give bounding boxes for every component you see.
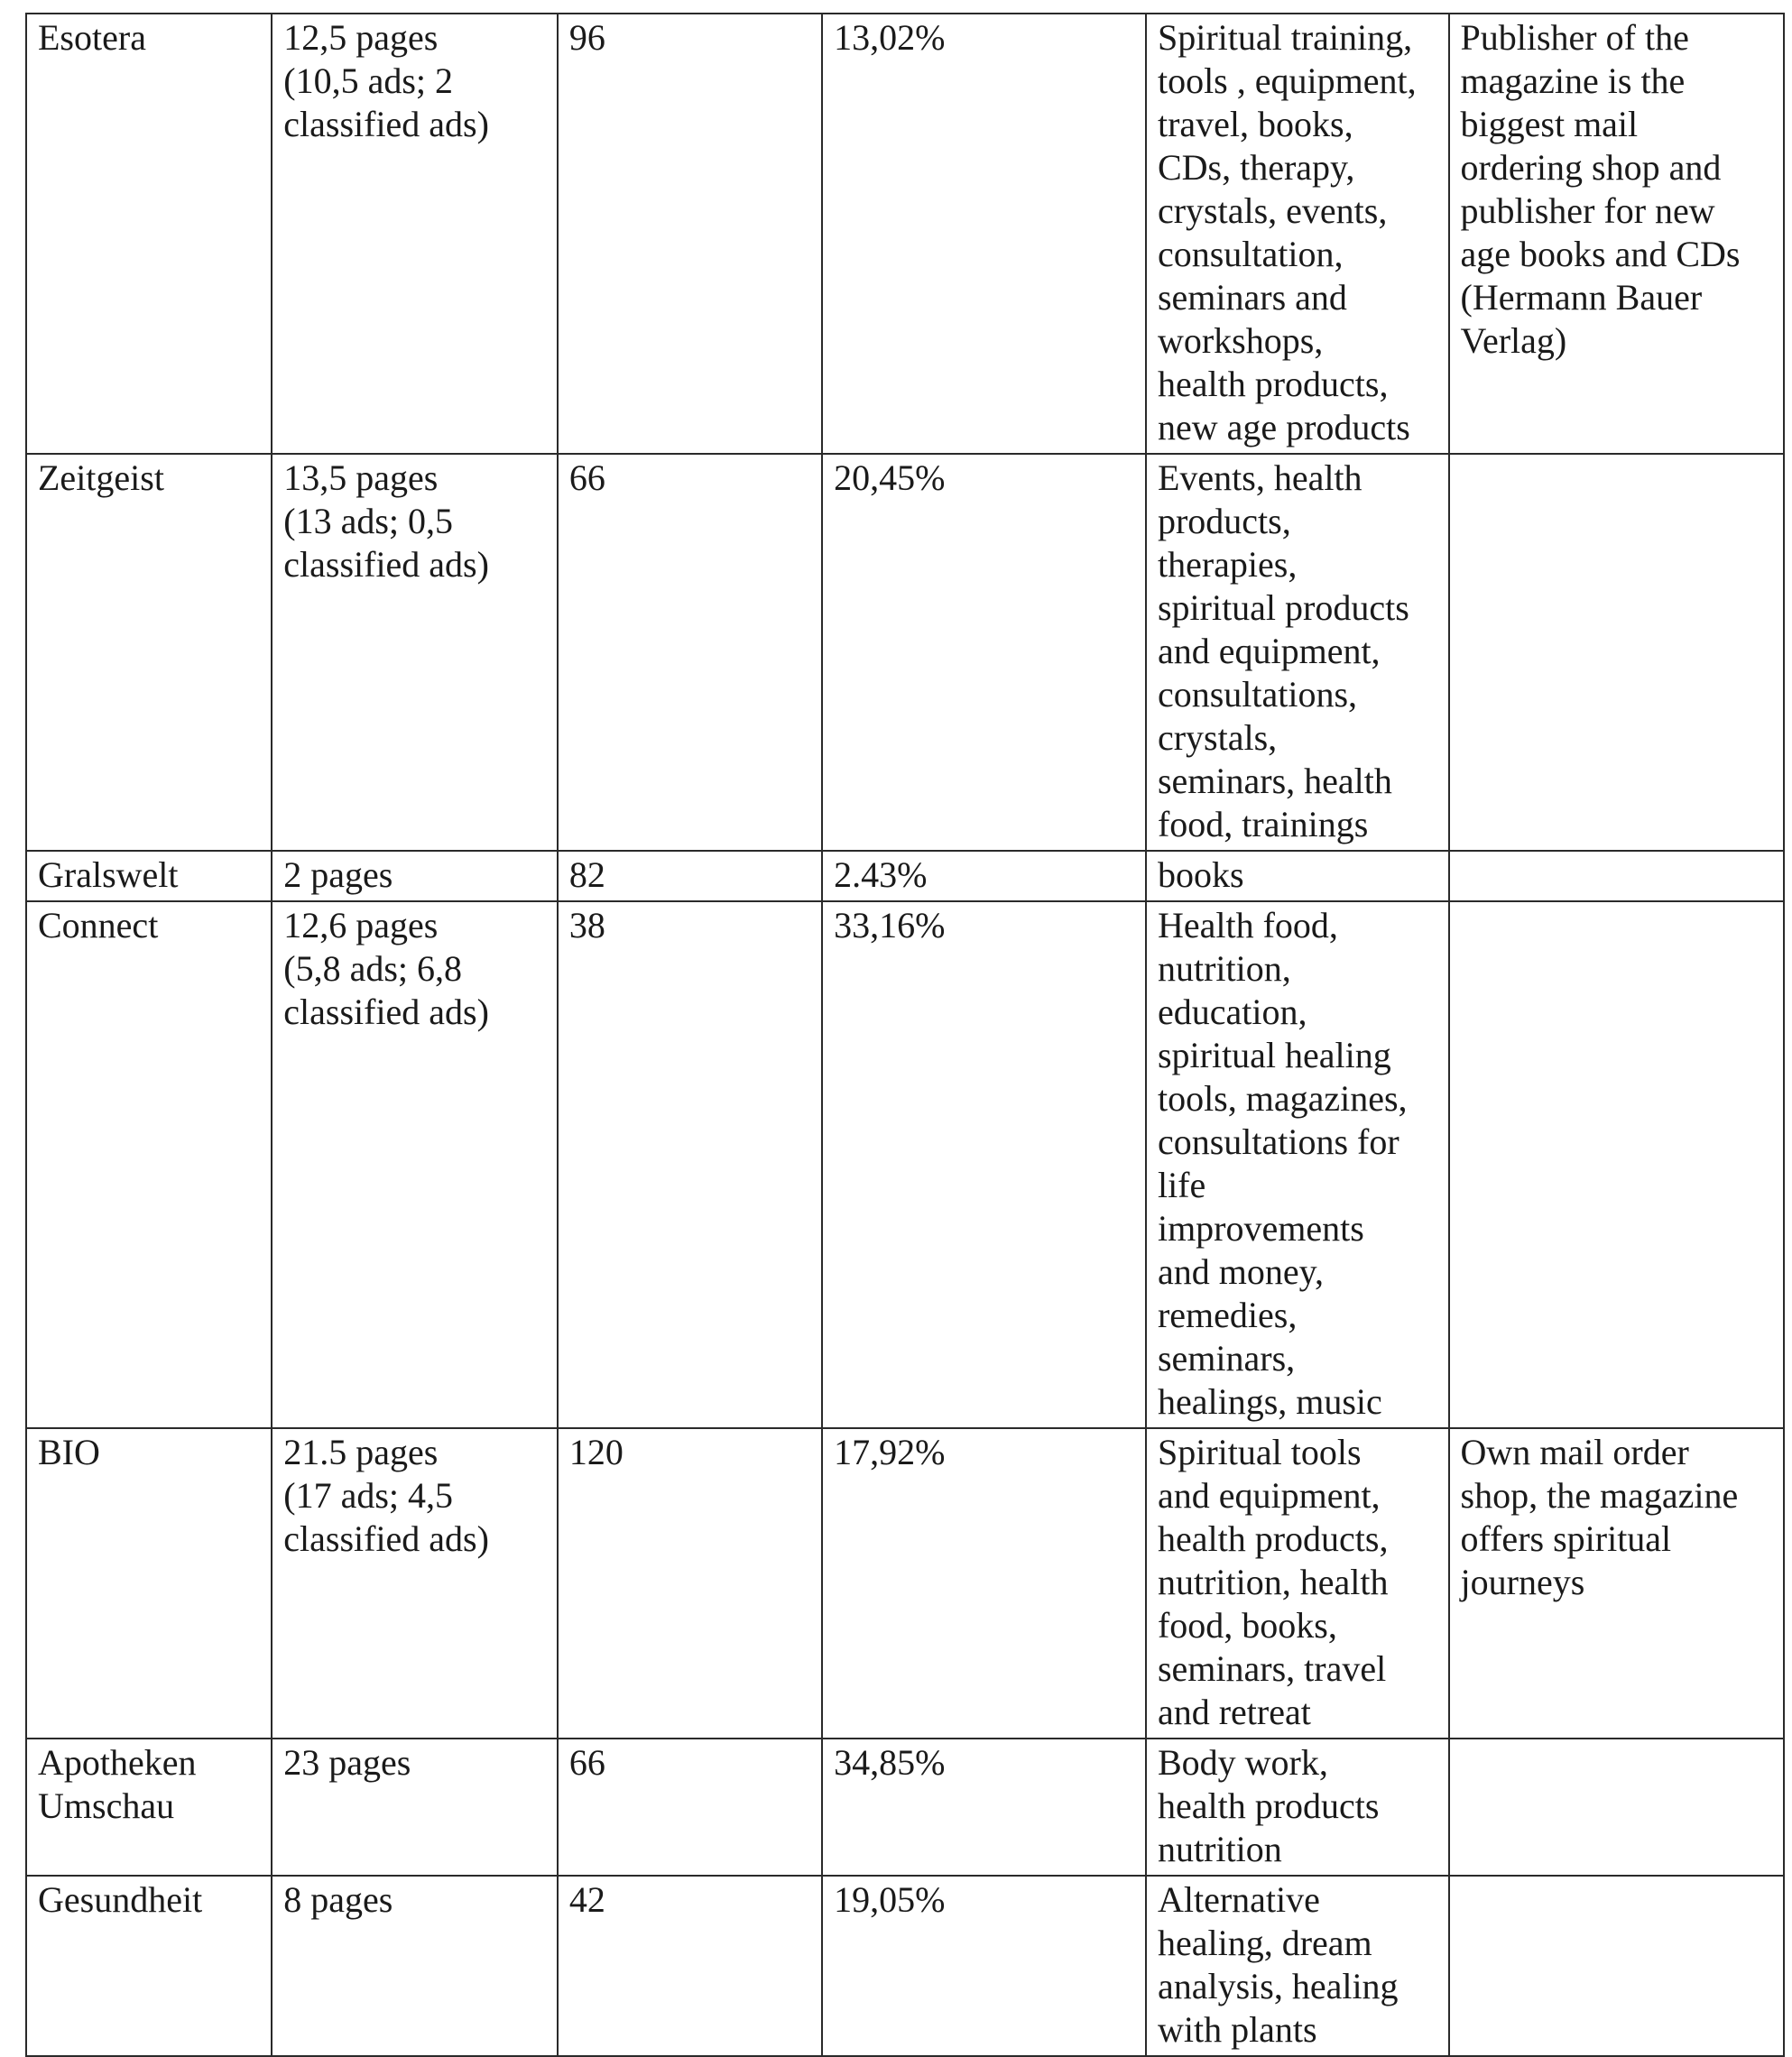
cell-ad-share: 20,45% [822,454,1146,851]
cell-ad-share: 34,85% [822,1739,1146,1876]
cell-total-pages: 66 [558,454,822,851]
cell-products: books [1146,851,1449,901]
table-row [26,901,1784,1428]
cell-magazine: Esotera [26,14,272,454]
cell-ad-pages: 12,5 pages (10,5 ads; 2 classified ads) [272,14,558,454]
cell-products: Spiritual tools and equipment, health products, nutrition, health food, books, seminars, travel and retreat [1146,1428,1449,1739]
cell-total-pages: 42 [558,1876,822,2056]
cell-notes [1449,454,1784,851]
cell-notes [1449,851,1784,901]
cell-ad-share: 2.43% [822,851,1146,901]
cell-magazine: Apotheken Umschau [26,1739,272,1876]
table-row [26,851,1784,901]
cell-ad-pages: 8 pages [272,1876,558,2056]
cell-ad-pages: 23 pages [272,1739,558,1876]
table-row [26,1739,1784,1876]
table-row [26,1428,1784,1739]
cell-total-pages: 82 [558,851,822,901]
cell-ad-pages: 12,6 pages (5,8 ads; 6,8 classified ads) [272,901,558,1428]
cell-magazine: Gralswelt [26,851,272,901]
cell-notes [1449,901,1784,1428]
cell-ad-pages: 13,5 pages (13 ads; 0,5 classified ads) [272,454,558,851]
cell-products: Alternative healing, dream analysis, healing with plants [1146,1876,1449,2056]
cell-ad-share: 19,05% [822,1876,1146,2056]
cell-notes: Publisher of the magazine is the biggest mail ordering shop and publisher for new age books and CDs (Hermann Bauer Verlag) [1449,14,1784,454]
table-row [26,1876,1784,2056]
cell-notes [1449,1739,1784,1876]
cell-products: Body work, health products nutrition [1146,1739,1449,1876]
advertising-table [25,13,1785,2057]
cell-total-pages: 96 [558,14,822,454]
cell-total-pages: 66 [558,1739,822,1876]
cell-products: Spiritual training, tools , equipment, travel, books, CDs, therapy, crystals, events, consultation, seminars and workshops, health products, new age products [1146,14,1449,454]
table-row [26,454,1784,851]
cell-total-pages: 38 [558,901,822,1428]
document-page [25,13,1785,2057]
cell-ad-share: 33,16% [822,901,1146,1428]
cell-ad-pages: 21.5 pages (17 ads; 4,5 classified ads) [272,1428,558,1739]
cell-magazine: BIO [26,1428,272,1739]
cell-products: Health food, nutrition, education, spiritual healing tools, magazines, consultations for life improvements and money, remedies, seminars, healings, music [1146,901,1449,1428]
cell-ad-pages: 2 pages [272,851,558,901]
cell-notes: Own mail order shop, the magazine offers spiritual journeys [1449,1428,1784,1739]
table-row [26,14,1784,454]
cell-ad-share: 13,02% [822,14,1146,454]
cell-notes [1449,1876,1784,2056]
cell-ad-share: 17,92% [822,1428,1146,1739]
cell-magazine: Connect [26,901,272,1428]
cell-magazine: Zeitgeist [26,454,272,851]
cell-products: Events, health products, therapies, spiritual products and equipment, consultations, crystals, seminars, health food, trainings [1146,454,1449,851]
cell-total-pages: 120 [558,1428,822,1739]
cell-magazine: Gesundheit [26,1876,272,2056]
